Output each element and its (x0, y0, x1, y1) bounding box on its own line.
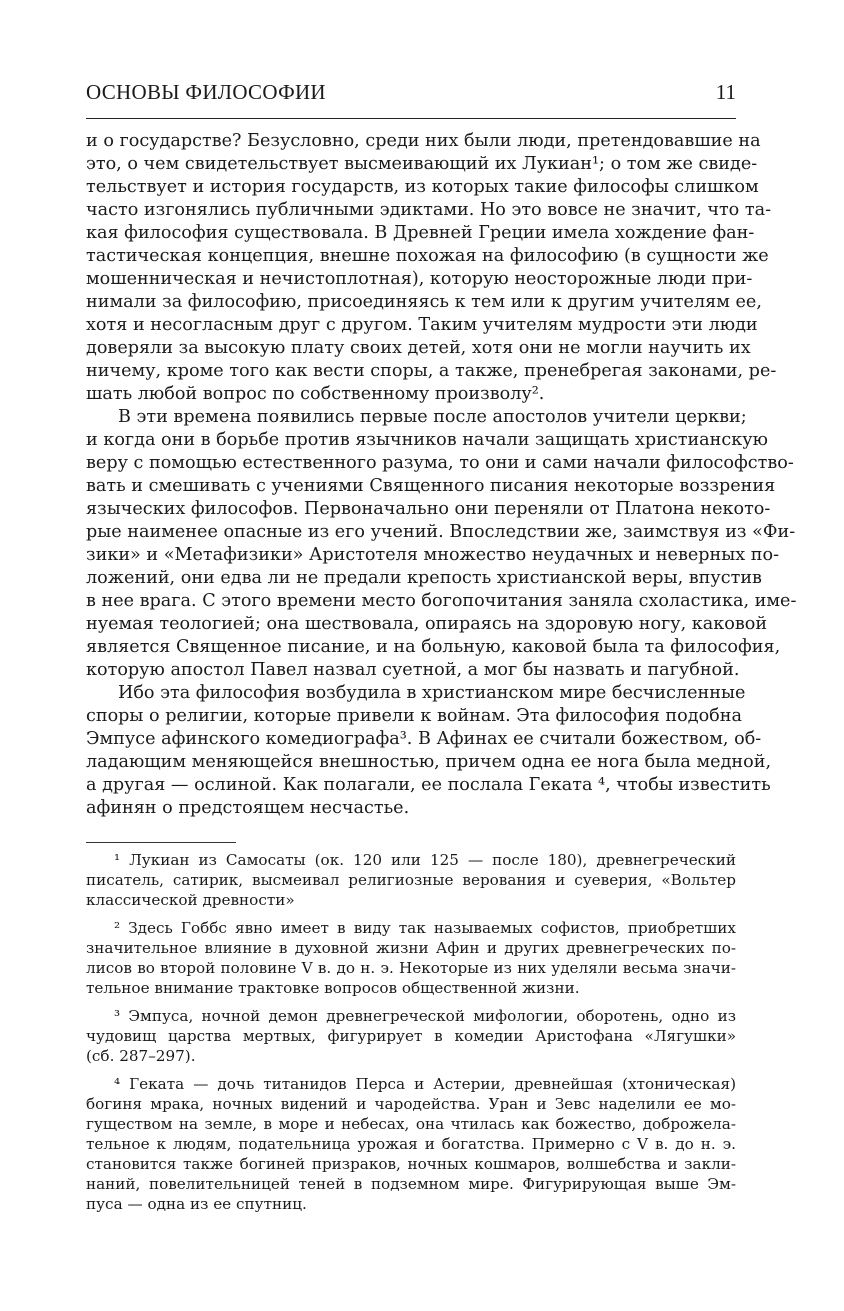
text-line: ложений, они едва ли не предали крепость христианской веры, впустив (86, 568, 762, 588)
text-line: вать и смешивать с учениями Священного писания некоторые воззрения (86, 476, 776, 496)
footnote-line: становится также богиней призраков, ночных кошмаров, волшебства и закли- (86, 1155, 736, 1173)
text-line: которую апостол Павел назвал суетной, а мог бы назвать и пагубной. (86, 660, 740, 680)
main-text (86, 130, 797, 820)
footnote-line: тельное к людям, подательница урожая и богатства. Примерно с V в. до н. э. (86, 1135, 736, 1153)
footnote (86, 918, 736, 998)
text-line: нимали за философию, присоединяясь к тем или к другим учителям ее, (86, 292, 762, 312)
footnote-line: чудовищ царства мертвых, фигурирует в комедии Аристофана «Лягушки» (86, 1027, 736, 1045)
header-rule (86, 118, 736, 119)
text-line: Эмпусе афинского комедиографа³. В Афинах ее считали божеством, об- (86, 729, 762, 749)
footnote (86, 850, 736, 910)
paragraph (86, 406, 797, 682)
text-line: кая философия существовала. В Древней Греции имела хождение фан- (86, 223, 755, 243)
footnote-line: классической древности» (86, 891, 295, 909)
text-line: тельствует и история государств, из которых такие философы слишком (86, 177, 759, 197)
footnote-line: наний, повелительницей теней в подземном мире. Фигурирующая выше Эм- (86, 1175, 736, 1193)
text-line: ладающим меняющейся внешностью, причем одна ее нога была медной, (86, 752, 772, 772)
text-line: языческих философов. Первоначально они переняли от Платона некото- (86, 499, 771, 519)
text-line: споры о религии, которые привели к войнам. Эта философия подобна (86, 706, 742, 726)
footnotes (86, 850, 736, 1222)
footnote-line: пуса — одна из ее спутниц. (86, 1195, 307, 1213)
text-line: рые наименее опасные из его учений. Впоследствии же, заимствуя из «Фи- (86, 522, 796, 542)
paragraph (86, 130, 777, 406)
text-line: это, о чем свидетельствует высмеивающий их Лукиан¹; о том же свиде- (86, 154, 758, 174)
text-line: В эти времена появились первые после апостолов учители церкви; (118, 407, 747, 427)
footnote-line: (сб. 287–297). (86, 1047, 196, 1065)
text-line: ничему, кроме того как вести споры, а также, пренебрегая законами, ре- (86, 361, 777, 381)
text-line: и когда они в борьбе против язычников начали защищать христианскую (86, 430, 768, 450)
footnote-line: значительное влияние в духовной жизни Афин и других древнегреческих по- (86, 939, 736, 957)
text-line: нуемая теологией; она шествовала, опираясь на здоровую ногу, каковой (86, 614, 768, 634)
text-line: шать любой вопрос по собственному произволу². (86, 384, 545, 404)
footnote (86, 1006, 736, 1066)
text-line: Ибо эта философия возбудила в христианском мире бесчисленные (118, 683, 746, 703)
text-line: зики» и «Метафизики» Аристотеля множество неудачных и неверных по- (86, 545, 780, 565)
footnote-line: богиня мрака, ночных видений и чародейства. Уран и Зевс наделили ее мо- (86, 1095, 736, 1113)
text-line: часто изгонялись публичными эдиктами. Но это вовсе не значит, что та- (86, 200, 772, 220)
text-line: тастическая концепция, внешне похожая на философию (в сущности же (86, 246, 769, 266)
running-head-title: ОСНОВЫ ФИЛОСОФИИ (86, 80, 326, 104)
text-line: хотя и несогласным друг с другом. Таким учителям мудрости эти люди (86, 315, 758, 335)
paragraph (86, 682, 772, 820)
footnote-line: ⁴ Геката — дочь титанидов Перса и Астерии, древнейшая (хтоническая) (114, 1075, 736, 1093)
footnote-separator (86, 842, 236, 843)
footnote-line: ³ Эмпуса, ночной демон древнегреческой мифологии, оборотень, одно из (114, 1007, 736, 1025)
text-line: и о государстве? Безусловно, среди них были люди, претендовавшие на (86, 131, 761, 151)
text-line: является Священное писание, и на больную, каковой была та философия, (86, 637, 781, 657)
text-line: мошенническая и нечистоплотная), которую неосторожные люди при- (86, 269, 753, 289)
footnote-line: тельное внимание трактовке вопросов общественной жизни. (86, 979, 580, 997)
text-line: в нее врага. С этого времени место богопочитания заняла схоластика, име- (86, 591, 797, 611)
footnote-line: писатель, сатирик, высмеивал религиозные верования и суеверия, «Вольтер (86, 871, 736, 889)
footnote-line: ¹ Лукиан из Самосаты (ок. 120 или 125 — после 180), древнегреческий (114, 851, 736, 869)
footnote-line: ² Здесь Гоббс явно имеет в виду так называемых софистов, приобретших (114, 919, 736, 937)
text-line: а другая — ослиной. Как полагали, ее послала Геката ⁴, чтобы известить (86, 775, 771, 795)
footnote (86, 1074, 736, 1214)
text-line: веру с помощью естественного разума, то они и сами начали философство- (86, 453, 794, 473)
running-head (86, 80, 736, 110)
footnote-line: лисов во второй половине V в. до н. э. Некоторые из них уделяли весьма значи- (86, 959, 736, 977)
footnote-line: гуществом на земле, в море и небесах, она чтилась как божество, доброжела- (86, 1115, 736, 1133)
text-line: доверяли за высокую плату своих детей, хотя они не могли научить их (86, 338, 751, 358)
text-line: афинян о предстоящем несчастье. (86, 798, 410, 818)
page-number: 11 (715, 80, 736, 104)
